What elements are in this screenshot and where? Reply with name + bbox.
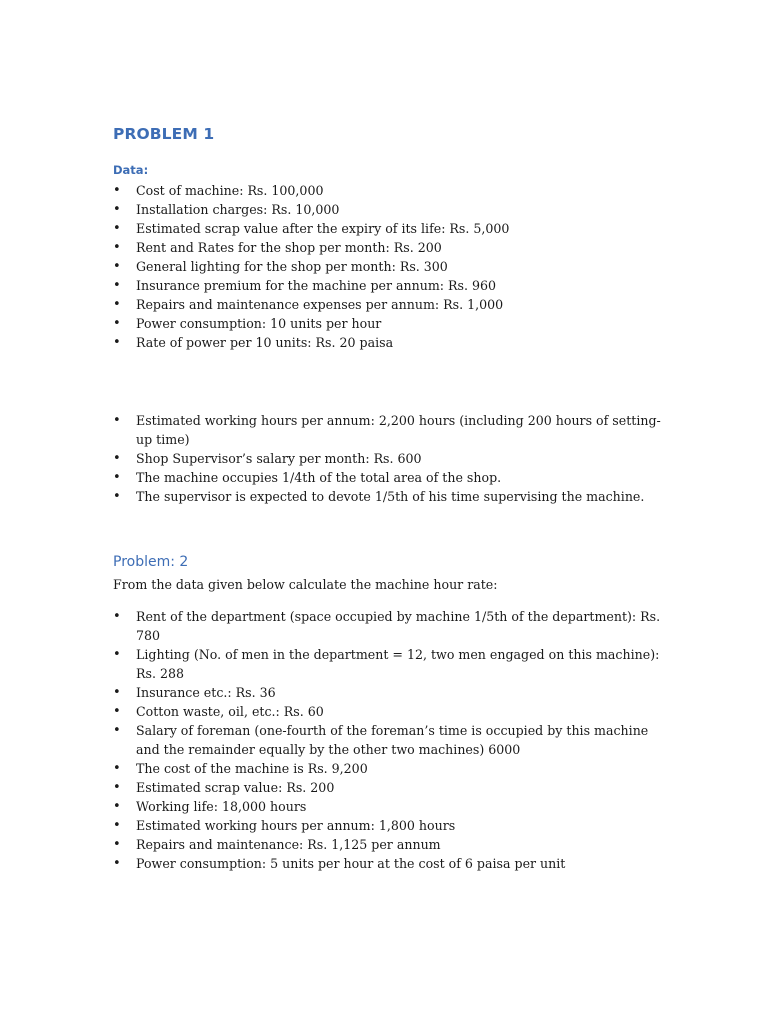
list-item: • Cost of machine: Rs. 100,000	[113, 181, 673, 200]
list-item: • Power consumption: 5 units per hour at the cost of 6 paisa per unit	[113, 854, 673, 873]
list-item: • Estimated working hours per annum: 1,800 hours	[113, 816, 673, 835]
problem-2-data-list	[113, 607, 673, 873]
problem-1-title: PROBLEM 1	[113, 125, 215, 143]
list-item: • Rate of power per 10 units: Rs. 20 paisa	[113, 333, 673, 352]
list-item: • Shop Supervisor’s salary per month: Rs. 600	[113, 449, 673, 468]
data-label: Data:	[113, 163, 149, 177]
list-item: • Insurance premium for the machine per annum: Rs. 960	[113, 276, 673, 295]
list-item: • Estimated working hours per annum: 2,200 hours (including 200 hours of setting-up time)	[113, 411, 673, 449]
list-item: • Working life: 18,000 hours	[113, 797, 673, 816]
list-item: • The machine occupies 1/4th of the total area of the shop.	[113, 468, 673, 487]
list-item: • Repairs and maintenance: Rs. 1,125 per annum	[113, 835, 673, 854]
list-item: • Rent and Rates for the shop per month: Rs. 200	[113, 238, 673, 257]
problem-2-title: Problem: 2	[113, 554, 189, 570]
list-item: • The supervisor is expected to devote 1/5th of his time supervising the machine.	[113, 487, 673, 506]
list-item: • Insurance etc.: Rs. 36	[113, 683, 673, 702]
list-item: • Estimated scrap value after the expiry of its life: Rs. 5,000	[113, 219, 673, 238]
problem-1-data-list	[113, 181, 673, 352]
list-item: • Rent of the department (space occupied by machine 1/5th of the department): Rs. 780	[113, 607, 673, 645]
list-item: • Installation charges: Rs. 10,000	[113, 200, 673, 219]
list-item: • Cotton waste, oil, etc.: Rs. 60	[113, 702, 673, 721]
list-item: • General lighting for the shop per month: Rs. 300	[113, 257, 673, 276]
list-item: • Salary of foreman (one-fourth of the foreman’s time is occupied by this machine and the remainder equally by the other two machines) 6000	[113, 721, 673, 759]
problem-1-additional-list	[113, 411, 673, 506]
problem-2-intro: From the data given below calculate the machine hour rate:	[113, 577, 498, 592]
list-item: • Repairs and maintenance expenses per annum: Rs. 1,000	[113, 295, 673, 314]
list-item: • Lighting (No. of men in the department = 12, two men engaged on this machine): Rs. 288	[113, 645, 673, 683]
list-item: • Estimated scrap value: Rs. 200	[113, 778, 673, 797]
list-item: • Power consumption: 10 units per hour	[113, 314, 673, 333]
list-item: • The cost of the machine is Rs. 9,200	[113, 759, 673, 778]
